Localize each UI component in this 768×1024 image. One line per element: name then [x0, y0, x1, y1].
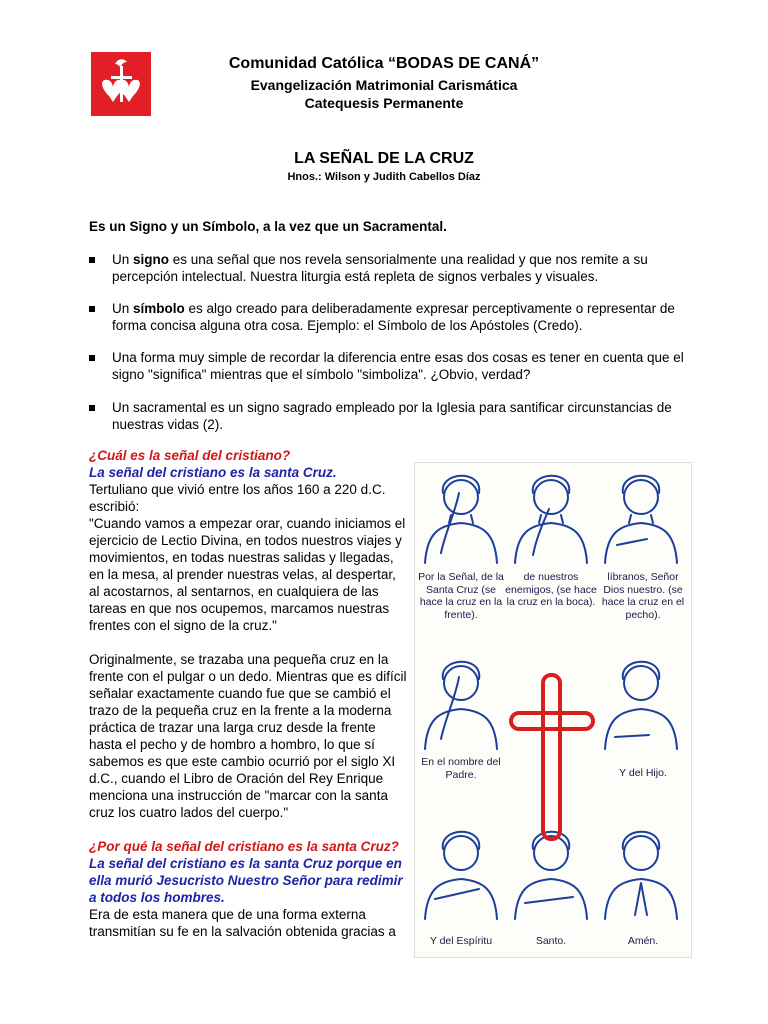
intro-statement: Es un Signo y un Símbolo, a la vez que un Sacramental. — [89, 219, 447, 234]
illustration-drawing — [415, 463, 691, 957]
answer-heading: La señal del cristiano es la santa Cruz. — [89, 465, 337, 480]
bullet-square-icon — [89, 405, 95, 411]
question-heading: ¿Por qué la señal del cristiano es la santa Cruz? — [89, 839, 399, 854]
caption-son: Y del Hijo. — [619, 767, 667, 779]
sign-of-cross-illustration — [414, 462, 692, 958]
bullet-square-icon — [89, 355, 95, 361]
caption-forehead: Por la Señal, de la Santa Cruz (se hace la cruz en la frente). — [418, 571, 504, 621]
caption-chest: líbranos, Señor Dios nuestro. (se hace la cruz en el pecho). — [601, 571, 685, 621]
paragraph: Originalmente, se trazaba una pequeña cruz en la frente con el pulgar o un dedo. Mientras que es difícil señalar exactamente cuando fue que se cambió el trazo de la pequeña cruz en la frente a la moderna práctica de trazar una larga cruz desde la frente hasta el pecho y de hombro a hombro, lo que sí sabemos es que este cambio ocurrió por el siglo XI d.C., cuando el Libro de Oración del Rey Enrique menciona una instrucción de "marcar con la santa cruz los cuatro lados del cuerpo." — [89, 652, 407, 820]
paragraph: Era de esta manera que de una forma externa transmitían su fe en la salvación obtenida gracias a — [89, 907, 396, 939]
caption-holy: Santo. — [535, 935, 567, 947]
main-text-column — [89, 447, 407, 940]
bullet-square-icon — [89, 257, 95, 263]
ministry-subtitle: Evangelización Matrimonial Carismática — [250, 77, 518, 93]
bullet-item: Un sacramental es un signo sagrado empleado por la Iglesia para santificar circunstancias de nuestras vidas (2). — [89, 399, 689, 433]
paragraph: Tertuliano que vivió entre los años 160 a 220 d.C. escribió: — [89, 482, 386, 514]
question-heading: ¿Cuál es la señal del cristiano? — [89, 448, 291, 463]
caption-amen: Amén. — [627, 935, 659, 947]
document-title: LA SEÑAL DE LA CRUZ — [294, 150, 474, 167]
caption-mouth: de nuestros enemigos, (se hace la cruz en la boca). — [505, 571, 597, 608]
bullet-item: Un símbolo es algo creado para deliberadamente expresar perceptivamente o representar de forma concisa alguna otra cosa. Ejemplo: el Símbolo de los Apóstoles (Credo). — [89, 300, 689, 334]
organization-name: Comunidad Católica “BODAS DE CANÁ” — [228, 55, 540, 72]
caption-father: En el nombre del Padre. — [421, 756, 501, 781]
caption-spirit: Y del Espíritu — [429, 935, 493, 947]
bullet-square-icon — [89, 306, 95, 312]
bullet-item: Una forma muy simple de recordar la diferencia entre esas dos cosas es tener en cuenta que el signo "significa" mientras que el símbolo "simboliza". ¿Obvio, verdad? — [89, 349, 689, 383]
quote-paragraph: "Cuando vamos a empezar orar, cuando iniciamos el ejercicio de Lectio Divina, en todos nuestros viajes y movimientos, en todas nuestras salidas y llegadas, en la mesa, al prender nuestras velas, al despertar, al acostarnos, al sentarnos, en cualquiera de las tareas en que nos ocupemos, marcamos nuestras frentes con el signo de la cruz." — [89, 516, 406, 633]
catechesis-subtitle: Catequesis Permanente — [304, 95, 464, 111]
authors-line: Hnos.: Wilson y Judith Cabellos Díaz — [287, 171, 481, 183]
answer-heading: La señal del cristiano es la santa Cruz porque en ella murió Jesucristo Nuestro Señor para redimir a todos los hombres. — [89, 856, 403, 905]
bullet-item: Un signo es una señal que nos revela sensorialmente una realidad y que nos remite a su percepción intelectual. Nuestra liturgia está repleta de signos verbales y visuales. — [89, 251, 689, 285]
